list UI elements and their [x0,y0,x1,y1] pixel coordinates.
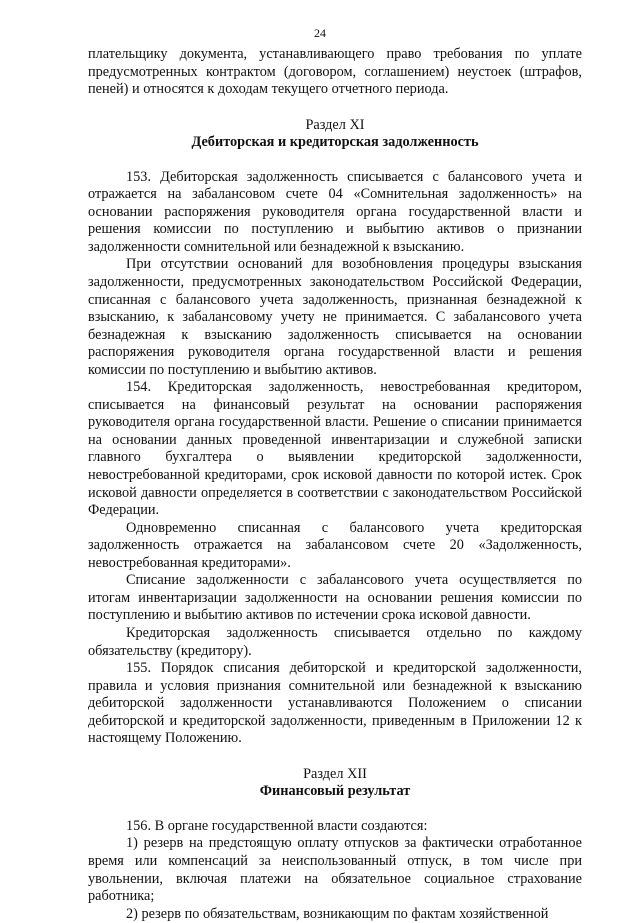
page-number: 24 [314,26,326,40]
paragraph: 154. Кредиторская задолженность, невостребованная кредитором, списывается на финансовый результат на основании распоряжения руководителя органа государственной власти. Решение о списании принимается на основании данных проведенной инвентаризации и служебной записки главного бухгалтера о выявлении кредиторской задолженности, невостребованной кредиторами, срок исковой давности по которой истек. Срок исковой давности определяется в соответствии с законодательством Российской Федерации. [88,379,582,519]
paragraph: При отсутствии оснований для возобновления процедуры взыскания задолженности, предусмотренных законодательством Российской Федерации, списанная с балансового учета задолженность, признанная безнадежной к взысканию, к забалансовому учету не принимается. С забалансового учета безнадежная к взысканию задолженность списывается на основании распоряжения руководителя органа государственной власти и решения комиссии по поступлению и выбытию активов. [88,256,582,378]
section-title: Финансовый результат [259,783,411,800]
paragraph: 2) резерв по обязательствам, возникающим по фактам хозяйственной [126,905,549,922]
document-body [88,46,582,923]
paragraph: плательщику документа, устанавливающего право требования по уплате предусмотренных контрактом (договором, соглашением) неустоек (штрафов, пеней) и относятся к доходам текущего отчетного периода. [88,46,582,98]
paragraph: 153. Дебиторская задолженность списывается с балансового учета и отражается на забалансовом счете 04 «Сомнительная задолженность» на основании распоряжения руководителя органа государственной власти и решения комиссии по поступлению и выбытию активов о признании задолженности сомнительной или безнадежной к взысканию. [88,168,582,255]
paragraph: Кредиторская задолженность списывается отдельно по каждому обязательству (кредитору). [88,624,582,659]
paragraph: 1) резерв на предстоящую оплату отпусков за фактически отработанное время или компенсаций за неиспользованный отпуск, в том числе при увольнении, включая платежи на обязательное социальное страхование работника; [88,835,582,905]
paragraph: 155. Порядок списания дебиторской и кредиторской задолженности, правила и условия признания сомнительной или безнадежной к взысканию дебиторской задолженности устанавливаются Положением о списании дебиторской и кредиторской задолженности, приведенным в Приложении 12 к настоящему Положению. [88,660,582,747]
section-number: Раздел XI [305,116,365,133]
section-title: Дебиторская и кредиторская задолженность [191,134,479,151]
paragraph: 156. В органе государственной власти создаются: [126,817,428,834]
paragraph: Одновременно списанная с балансового учета кредиторская задолженность отражается на забалансовом счете 20 «Задолженность, невостребованная кредиторами». [88,519,582,571]
section-header [88,766,582,801]
paragraph: Списание задолженности с забалансового учета осуществляется по итогам инвентаризации задолженности на основании решения комиссии по поступлению и выбытию активов по истечении срока исковой давности. [88,572,582,624]
section-header [88,117,582,152]
section-number: Раздел XII [303,765,367,782]
